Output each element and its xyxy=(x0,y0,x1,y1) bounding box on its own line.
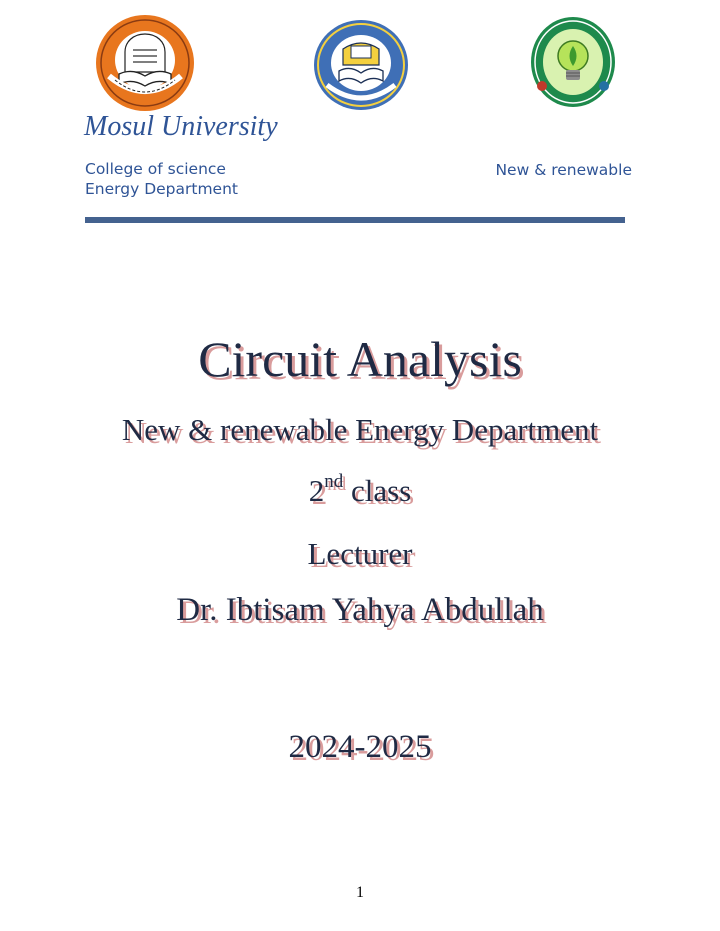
document-subtitle: New & renewable Energy Department xyxy=(121,412,599,447)
mosul-university-logo xyxy=(95,14,195,112)
department-name: Energy Department xyxy=(85,180,238,198)
college-of-science-seal-icon xyxy=(313,19,409,111)
class-suffix: nd xyxy=(324,471,344,492)
university-name: Mosul University xyxy=(84,111,278,142)
college-name: College of science xyxy=(85,160,226,178)
lecturer-name: Dr. Ibtisam Yahya Abdullah xyxy=(176,592,544,628)
mosul-university-seal-icon xyxy=(95,14,195,112)
college-info xyxy=(85,159,238,199)
class-level xyxy=(0,473,720,509)
academic-year: 2024-2025 xyxy=(288,729,432,765)
lightbulb-seal-icon xyxy=(530,16,616,108)
college-of-science-logo xyxy=(313,19,409,111)
page-number: 1 xyxy=(356,884,364,901)
lecturer-label: Lecturer xyxy=(307,536,413,571)
renewable-energy-department-logo xyxy=(530,16,616,108)
header-divider xyxy=(85,217,625,223)
class-word: class xyxy=(350,473,412,508)
document-title: Circuit Analysis xyxy=(198,331,522,387)
department-short-name: New & renewable xyxy=(495,161,632,179)
class-number: 2 xyxy=(308,473,325,508)
